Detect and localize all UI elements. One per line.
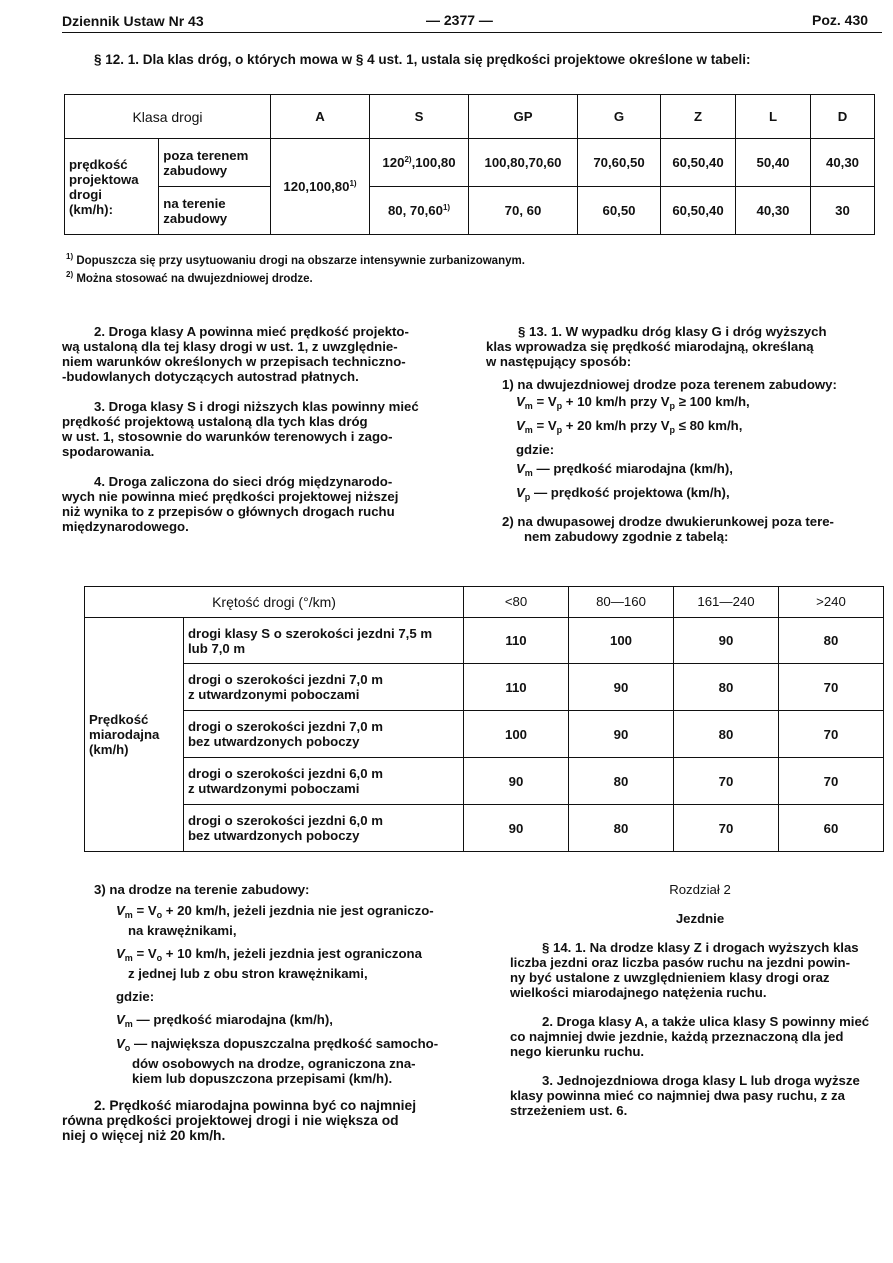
line: w następujący sposób: (486, 354, 632, 369)
header-rule (62, 32, 882, 33)
cell: 90 (464, 758, 569, 805)
subscript: m (524, 468, 533, 478)
text: = V (132, 946, 157, 961)
l-outside: 50,40 (736, 139, 811, 187)
footnote-mark: 1) (66, 252, 74, 261)
cell: 80 (779, 617, 884, 664)
footnote-text: Dopuszcza się przy usytuowaniu drogi na obszarze intensywnie zurbanizowanym. (76, 255, 525, 267)
footnote-1 (66, 250, 525, 268)
cell: 110 (464, 617, 569, 664)
symbol: V (116, 1012, 125, 1027)
l-inside: 40,30 (736, 187, 811, 235)
s-outside (370, 139, 469, 187)
symbol: V (516, 485, 525, 500)
line: nego kierunku ruchu. (510, 1044, 645, 1059)
line: 2. Prędkość miarodajna powinna być co najmniej (94, 1098, 417, 1113)
subscript: p (524, 492, 531, 502)
desc-line: bez utwardzonych poboczy (188, 734, 360, 750)
z-inside: 60,50,40 (661, 187, 736, 235)
road-desc (184, 711, 464, 758)
road-desc (184, 805, 464, 852)
line: niem warunków określonych w przepisach techniczno- (62, 354, 406, 369)
line: międzynarodowego. (62, 519, 189, 534)
formula-3b (94, 946, 494, 966)
item-2: 2) na dwupasowej drodze dwukierunkowej poza tere- (502, 514, 834, 529)
col-lt80: <80 (464, 587, 569, 618)
line: 4. Droga zaliczona do sieci dróg międzynarodo- (94, 474, 393, 489)
definition-vp (486, 485, 886, 505)
desc-line: drogi klasy S o szerokości jezdni 7,5 m (188, 625, 433, 641)
cell: 80 (674, 664, 779, 711)
item-3: 3) na drodze na terenie zabudowy: (94, 882, 310, 897)
road-desc (184, 758, 464, 805)
text: + 20 km/h, jeżeli jezdnia nie jest ograniczo- (162, 903, 434, 918)
desc-line: drogi o szerokości jezdni 6,0 m (188, 766, 383, 782)
symbol: V (516, 394, 525, 409)
z-outside: 60,50,40 (661, 139, 736, 187)
desc-line: z utwardzonymi poboczami (188, 687, 360, 703)
label-line: (km/h) (89, 741, 129, 757)
subscript: p (556, 425, 563, 435)
text: = V (532, 418, 557, 433)
text: — prędkość miarodajna (km/h), (132, 1012, 333, 1027)
subscript: m (524, 401, 533, 411)
road-desc (184, 617, 464, 664)
cell: 70 (674, 758, 779, 805)
para-3 (62, 399, 472, 459)
s-speed: 120 (382, 155, 405, 170)
definition-vm (94, 1012, 494, 1032)
cell: 80 (569, 758, 674, 805)
cell: 110 (464, 664, 569, 711)
label-line: na terenie (163, 195, 226, 211)
symbol: V (116, 903, 125, 918)
text: = V (532, 394, 557, 409)
subscript: p (556, 401, 563, 411)
section12-intro: § 12. 1. Dla klas dróg, o których mowa w § 4 ust. 1, ustala się prędkości projektowe określone w tabeli: (94, 52, 751, 67)
para-14-2 (510, 1014, 890, 1059)
para-4 (62, 474, 472, 534)
label-line: prędkość (69, 156, 128, 172)
line: równa prędkości projektowej drogi i nie większa od (62, 1113, 399, 1128)
item-2-cont: nem zabudowy zgodnie z tabelą: (524, 529, 729, 544)
gp-outside: 100,80,70,60 (469, 139, 578, 187)
formula-3a (94, 903, 494, 923)
cell: 70 (674, 805, 779, 852)
page-number: — 2377 — (426, 12, 493, 28)
label-line: poza terenem (163, 147, 249, 163)
text: = V (132, 903, 157, 918)
reference-speed-table (84, 586, 884, 852)
class-z: Z (661, 95, 736, 139)
text: + 20 km/h przy V (562, 418, 670, 433)
label-line: zabudowy (163, 162, 228, 178)
cell: 80 (569, 805, 674, 852)
col-80-160: 80—160 (569, 587, 674, 618)
cell: 70 (779, 664, 884, 711)
line: w ust. 1, stosownie do warunków terenowych i zago- (62, 429, 393, 444)
where-label: gdzie: (516, 442, 555, 457)
gp-inside: 70, 60 (469, 187, 578, 235)
subscript: o (156, 910, 163, 920)
g-inside: 60,50 (578, 187, 661, 235)
line: spodarowania. (62, 444, 155, 459)
para-2-reference-speed (62, 1098, 494, 1143)
cell: 90 (569, 711, 674, 758)
footnote-ref: 2) (404, 155, 412, 164)
definition-vo-cont: kiem lub dopuszczona przepisami (km/h). (132, 1071, 393, 1086)
class-l: L (736, 95, 811, 139)
formula-2 (486, 418, 886, 438)
line: niej o więcej niż 20 km/h. (62, 1128, 226, 1143)
position-number: Poz. 430 (812, 12, 869, 28)
symbol: V (116, 1036, 125, 1051)
subscript: m (124, 1019, 133, 1029)
desc-line: bez utwardzonych poboczy (188, 828, 360, 844)
class-gp: GP (469, 95, 578, 139)
text: — prędkość miarodajna (km/h), (532, 461, 733, 476)
line: strzeżeniem ust. 6. (510, 1103, 628, 1118)
curvature-header: Krętość drogi (°/km) (85, 587, 464, 618)
line: co najmniej dwie jezdnie, każdą przeznaczoną dla jed (510, 1029, 844, 1044)
footnotes (66, 250, 525, 286)
cell: 60 (779, 805, 884, 852)
symbol: V (116, 946, 125, 961)
class-d: D (811, 95, 875, 139)
class-a: A (271, 95, 370, 139)
line: § 14. 1. Na drodze klasy Z i drogach wyższych klas (542, 940, 859, 955)
line: ny być ustalone z uwzględnieniem klasy drogi oraz (510, 970, 830, 985)
col-gt240: >240 (779, 587, 884, 618)
footnote-ref: 1) (349, 179, 357, 188)
text: — największa dopuszczalna prędkość samocho- (130, 1036, 439, 1051)
line: niż wynika to z przepisów o głównych drogach ruchu (62, 504, 395, 519)
class-s: S (370, 95, 469, 139)
footnote-mark: 2) (66, 270, 74, 279)
class-header: Klasa drogi (65, 95, 271, 139)
line: liczba jezdni oraz liczba pasów ruchu na jezdni powin- (510, 955, 850, 970)
line: 2. Droga klasy A powinna mieć prędkość projekto- (94, 324, 409, 339)
line: 3. Droga klasy S i drogi niższych klas powinny mieć (94, 399, 419, 414)
para-2 (62, 324, 472, 384)
line: 2. Droga klasy A, a także ulica klasy S powinny mieć (542, 1014, 870, 1029)
cell: 80 (674, 711, 779, 758)
label-line: projektowa (69, 171, 139, 187)
chapter-title: Jezdnie (675, 911, 725, 926)
para-14-3 (510, 1073, 890, 1118)
subscript: p (669, 401, 676, 411)
text: ≤ 80 km/h, (675, 418, 743, 433)
cell: 90 (674, 617, 779, 664)
text: — prędkość projektowa (km/h), (530, 485, 730, 500)
cell: 70 (779, 758, 884, 805)
s-speeds: 80, 70,60 (387, 203, 443, 218)
line: wielkości miarodajnego natężenia ruchu. (510, 985, 767, 1000)
line: 3. Jednojezdniowa droga klasy L lub droga wyższe (542, 1073, 860, 1088)
cell: 90 (569, 664, 674, 711)
desc-line: drogi o szerokości jezdni 7,0 m (188, 719, 383, 735)
s-speeds-rest: ,100,80 (411, 155, 456, 170)
right-column-lower (510, 882, 890, 1118)
line: -budowlanych dotyczących autostrad płatnych. (62, 369, 359, 384)
sub-inside-builtup (159, 187, 271, 235)
line: wą ustaloną dla tej klasy drogi w ust. 1, z uwzględnie- (62, 339, 398, 354)
row-label-reference-speed (85, 617, 184, 851)
symbol: V (516, 461, 525, 476)
formula-3a-cont: na krawężnikami, (128, 923, 237, 938)
desc-line: drogi o szerokości jezdni 7,0 m (188, 672, 383, 688)
a-value (271, 139, 370, 235)
cell: 90 (464, 805, 569, 852)
sub-outside-builtup (159, 139, 271, 187)
desc-line: lub 7,0 m (188, 640, 246, 656)
cell: 100 (464, 711, 569, 758)
line: klas wprowadza się prędkość miarodajną, określaną (486, 339, 814, 354)
class-g: G (578, 95, 661, 139)
label-line: zabudowy (163, 210, 228, 226)
label-line: drogi (69, 186, 102, 202)
definition-vm (486, 461, 886, 481)
right-column-upper (486, 324, 886, 544)
subscript: p (669, 425, 676, 435)
text: + 10 km/h, jeżeli jezdnia jest ograniczona (162, 946, 422, 961)
col-161-240: 161—240 (674, 587, 779, 618)
left-column-lower (94, 882, 494, 1102)
line: klasy powinna mieć co najmniej dwa pasy ruchu, z za (510, 1088, 845, 1103)
subscript: m (124, 910, 133, 920)
formula-3b-cont: z jednej lub z obu stron krawężnikami, (128, 966, 368, 981)
symbol: V (516, 418, 525, 433)
footnote-text: Można stosować na dwujezdniowej drodze. (76, 273, 313, 285)
cell: 100 (569, 617, 674, 664)
formula-1 (486, 394, 886, 414)
d-inside: 30 (811, 187, 875, 235)
desc-line: z utwardzonymi poboczami (188, 781, 360, 797)
label-line: miarodajna (89, 726, 160, 742)
line: prędkość projektową ustaloną dla tych klas dróg (62, 414, 368, 429)
item-1: 1) na dwujezdniowej drodze poza terenem zabudowy: (502, 377, 837, 392)
subscript: o (156, 953, 163, 963)
line: wych nie powinna mieć prędkości projektowej niższej (62, 489, 399, 504)
s-inside (370, 187, 469, 235)
desc-line: drogi o szerokości jezdni 6,0 m (188, 813, 383, 829)
g-outside: 70,60,50 (578, 139, 661, 187)
line: § 13. 1. W wypadku dróg klasy G i dróg wyższych (518, 324, 827, 339)
text: ≥ 100 km/h, (675, 394, 750, 409)
definition-vo (94, 1036, 494, 1056)
subscript: m (124, 953, 133, 963)
subscript: m (524, 425, 533, 435)
label-line: Prędkość (89, 711, 149, 727)
label-line: (km/h): (69, 201, 113, 217)
d-outside: 40,30 (811, 139, 875, 187)
design-speed-table (64, 94, 875, 235)
definition-vo-cont: dów osobowych na drodze, ograniczona zna- (132, 1056, 416, 1071)
para-14-1 (510, 940, 890, 1000)
journal-title: Dziennik Ustaw Nr 43 (62, 13, 204, 29)
text: + 10 km/h przy V (562, 394, 670, 409)
left-column-upper (62, 324, 472, 534)
chapter-number: Rozdział 2 (669, 882, 731, 897)
subscript: o (124, 1043, 131, 1053)
cell: 70 (779, 711, 884, 758)
footnote-ref: 1) (442, 203, 451, 212)
footnote-2 (66, 268, 525, 286)
road-desc (184, 664, 464, 711)
where-label: gdzie: (116, 989, 155, 1004)
row-label-design-speed (65, 139, 159, 235)
a-speeds: 120,100,80 (283, 179, 350, 194)
